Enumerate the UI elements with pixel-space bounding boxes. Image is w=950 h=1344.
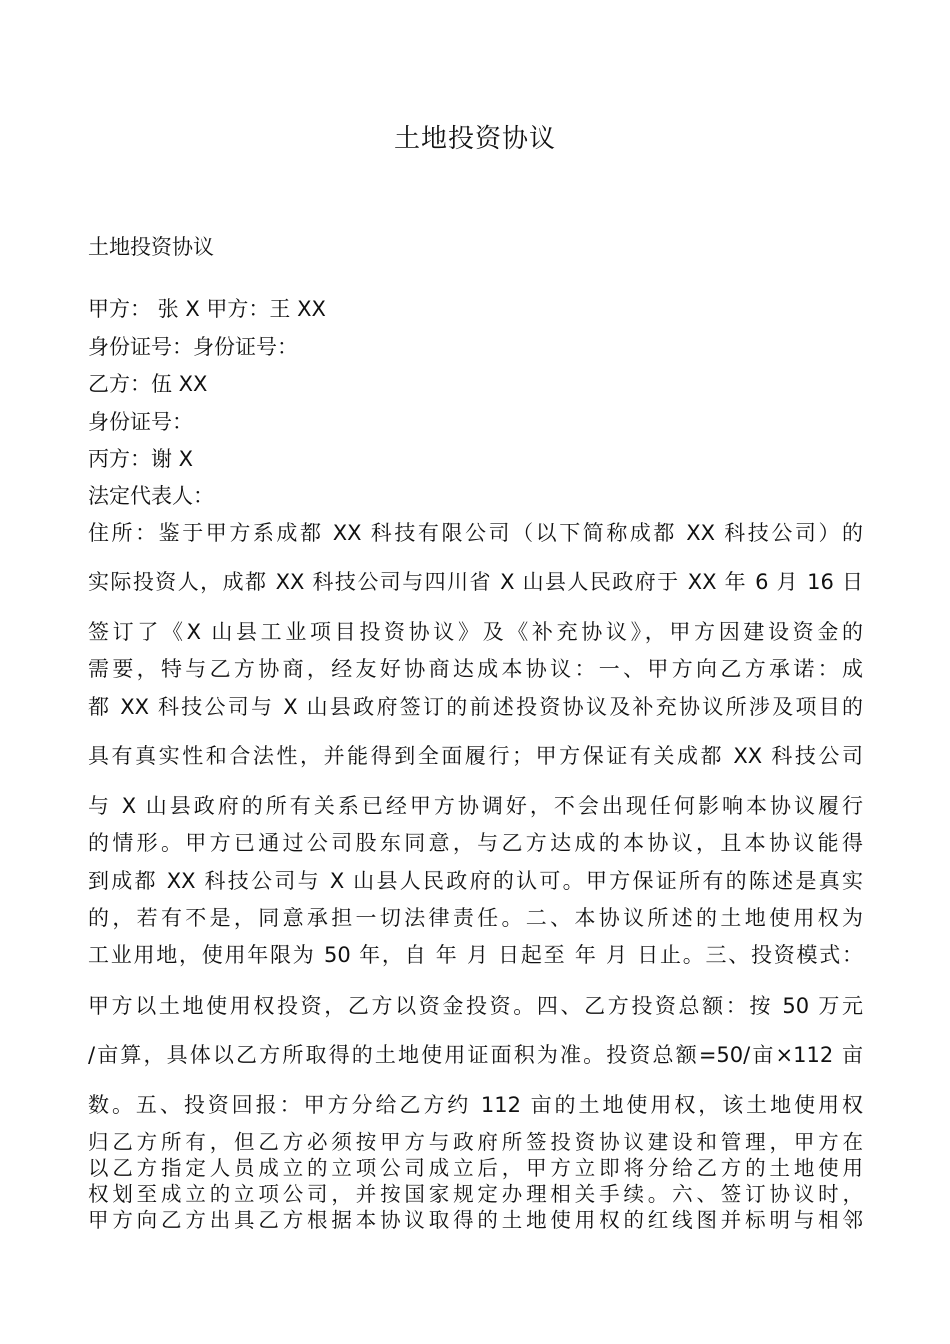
body-line: 数。五、投资回报：甲方分给乙方约 112 亩的土地使用权，该土地使用权 <box>88 1093 863 1117</box>
body-line: 住所：鉴于甲方系成都 XX 科技有限公司（以下简称成都 XX 科技公司）的 <box>88 521 863 545</box>
body-line: 具有真实性和合法性，并能得到全面履行；甲方保证有关成都 XX 科技公司 <box>88 744 863 768</box>
body-line: 的情形。甲方已通过公司股东同意，与乙方达成的本协议，且本协议能得 <box>88 831 863 855</box>
body-line: 甲方： 张 X 甲方：王 XX <box>88 297 326 321</box>
body-line: 权划至成立的立项公司，并按国家规定办理相关手续。六、签订协议时， <box>88 1182 863 1206</box>
document-title: 土地投资协议 <box>393 124 556 154</box>
body-line: 以乙方指定人员成立的立项公司成立后，甲方立即将分给乙方的土地使用 <box>88 1156 863 1180</box>
body-line: 土地投资协议 <box>88 235 214 259</box>
body-line: 都 XX 科技公司与 X 山县政府签订的前述投资协议及补充协议所涉及项目的 <box>88 695 863 719</box>
body-line: 需要，特与乙方协商，经友好协商达成本协议：一、甲方向乙方承诺：成 <box>88 657 863 681</box>
body-line: /亩算，具体以乙方所取得的土地使用证面积为准。投资总额=50/亩×112 亩 <box>88 1043 863 1067</box>
body-line: 法定代表人： <box>88 484 214 508</box>
body-line: 实际投资人，成都 XX 科技公司与四川省 X 山县人民政府于 XX 年 6 月 16 日 <box>88 570 863 594</box>
body-line: 身份证号： <box>88 410 193 434</box>
body-line: 的，若有不是，同意承担一切法律责任。二、本协议所述的土地使用权为 <box>88 906 863 930</box>
body-line: 工业用地，使用年限为 50 年，自 年 月 日起至 年 月 日止。三、投资模式： <box>88 943 863 967</box>
body-line: 签订了《X 山县工业项目投资协议》及《补充协议》，甲方因建设资金的 <box>88 620 863 644</box>
body-line: 甲方向乙方出具乙方根据本协议取得的土地使用权的红线图并标明与相邻 <box>88 1208 863 1232</box>
body-line: 身份证号：身份证号： <box>88 335 298 359</box>
body-line: 与 X 山县政府的所有关系已经甲方协调好，不会出现任何影响本协议履行 <box>88 794 863 818</box>
body-line: 到成都 XX 科技公司与 X 山县人民政府的认可。甲方保证所有的陈述是真实 <box>88 869 863 893</box>
body-line: 归乙方所有，但乙方必须按甲方与政府所签投资协议建设和管理，甲方在 <box>88 1130 863 1154</box>
body-line: 丙方：谢 X <box>88 447 194 471</box>
body-line: 甲方以土地使用权投资，乙方以资金投资。四、乙方投资总额：按 50 万元 <box>88 994 863 1018</box>
body-line: 乙方：伍 XX <box>88 372 208 396</box>
